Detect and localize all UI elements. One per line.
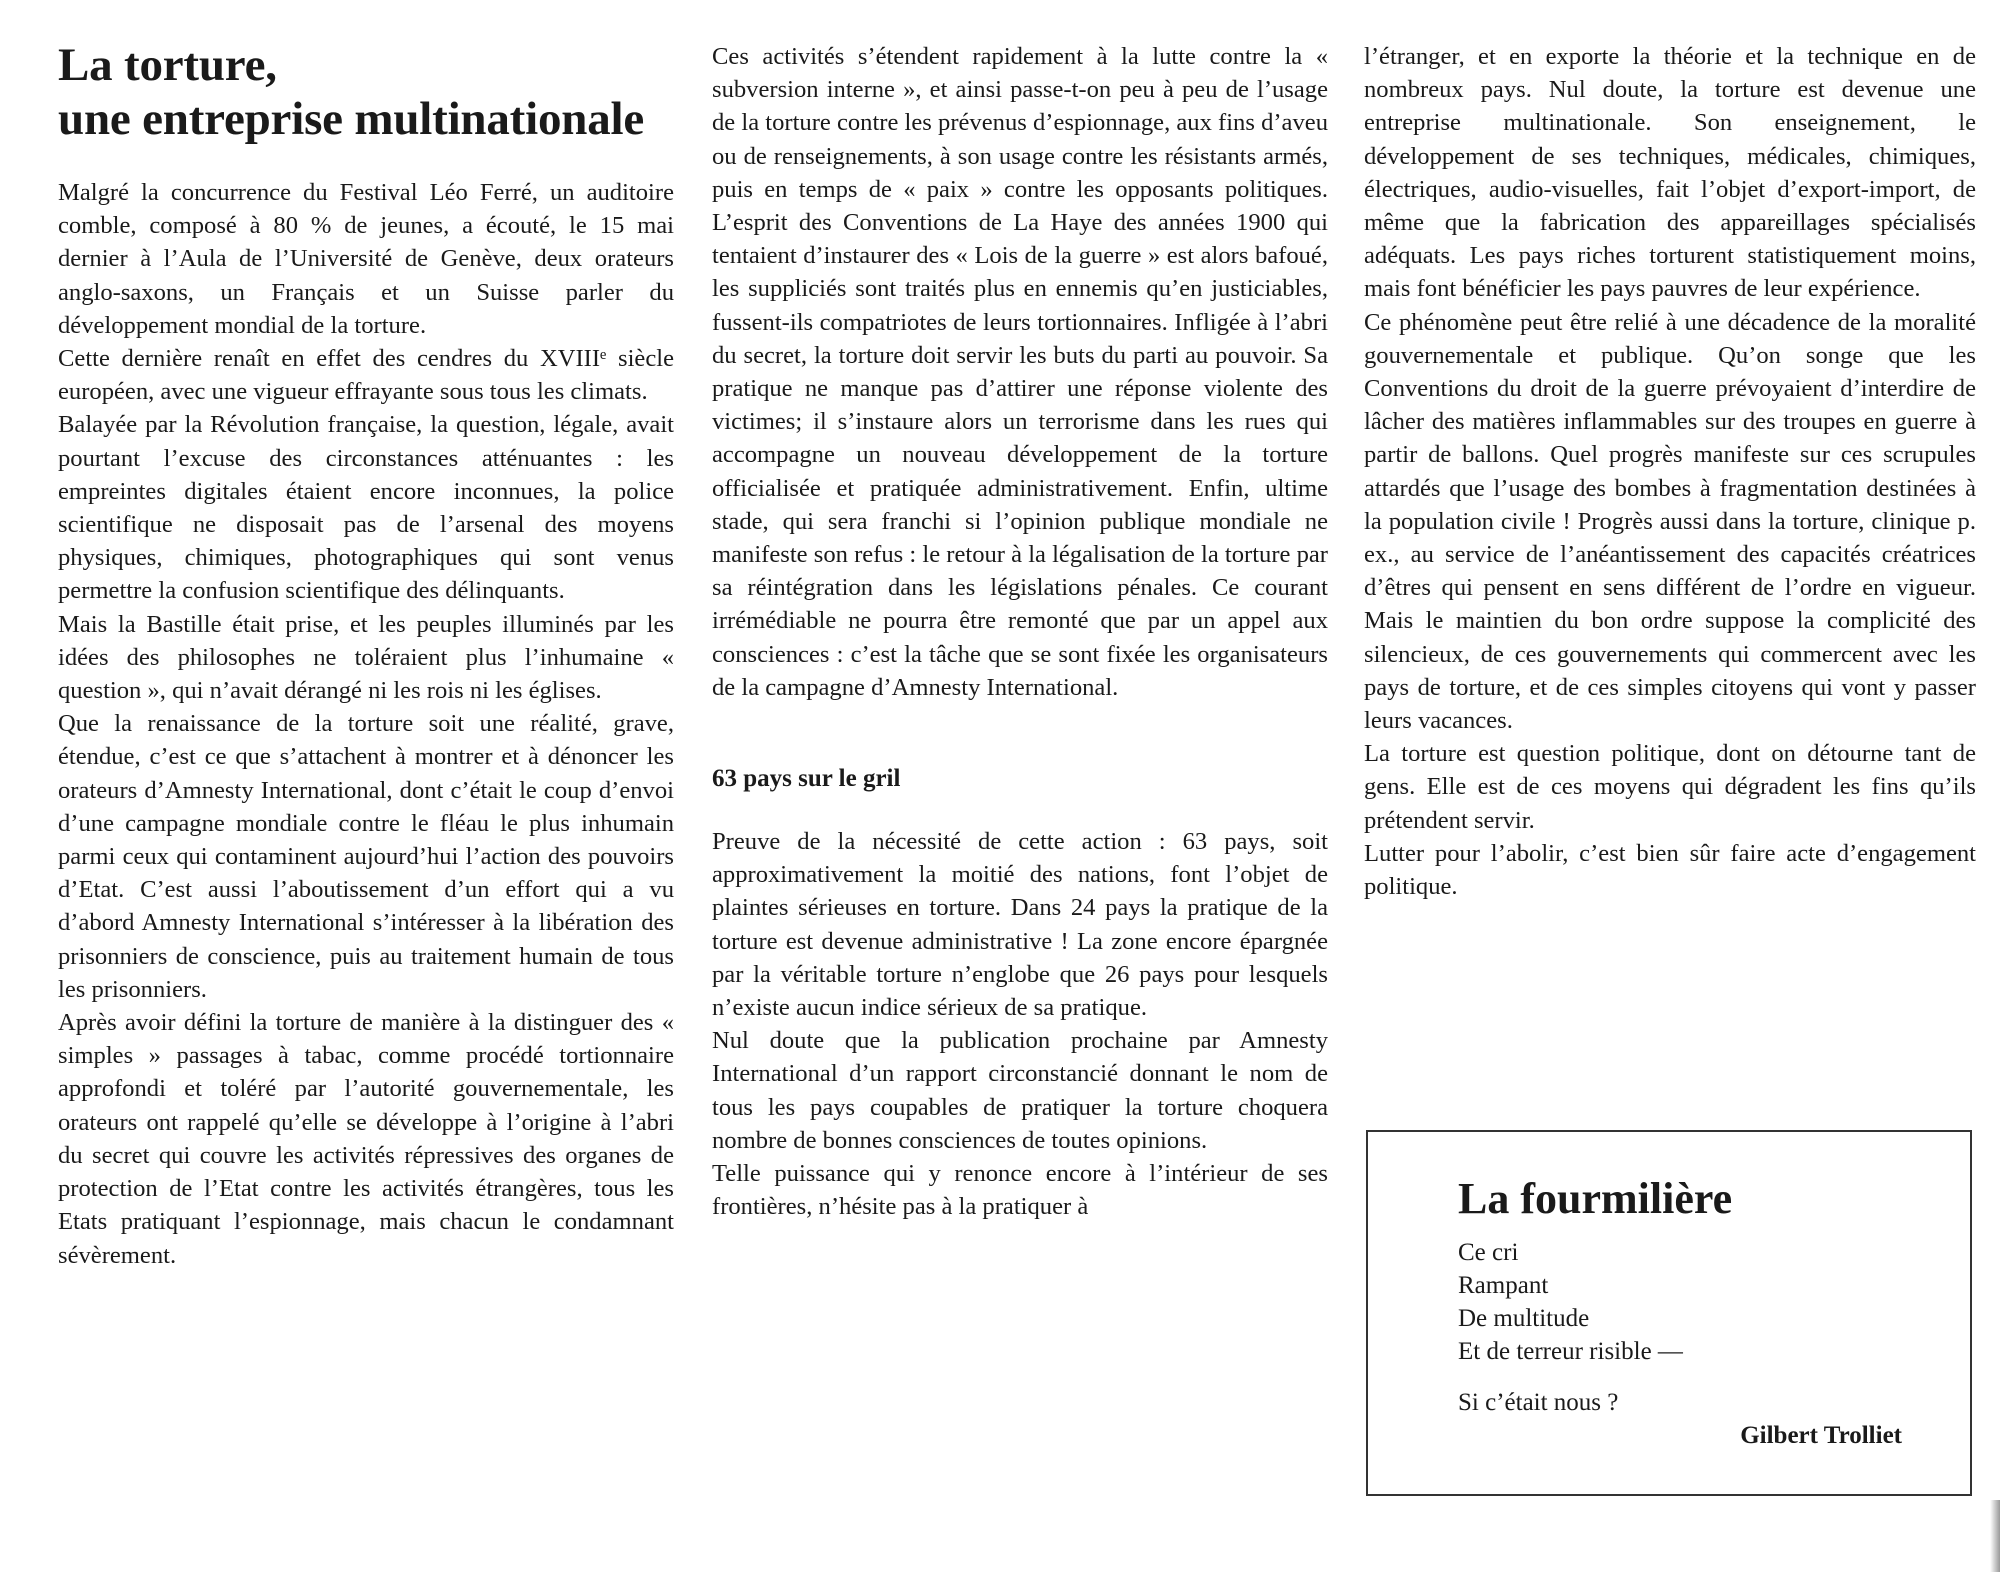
article-column-1 <box>58 38 674 1272</box>
poem-line: Rampant <box>1458 1272 1549 1299</box>
paragraph: Malgré la concurrence du Festival Léo Ferré, un auditoire comble, composé à 80 % de jeunes, a écouté, le 15 mai dernier à l’Aula de l’Université de Genève, deux orateurs anglo-saxons, un Français et un Suisse parler du développement mondial de la torture. <box>58 179 674 339</box>
poem-line: Ce cri <box>1458 1239 1519 1266</box>
headline-line-1: La torture, <box>58 39 277 91</box>
article-column-2 <box>712 40 1328 1224</box>
paragraph: Lutter pour l’abolir, c’est bien sûr faire acte d’engagement politique. <box>1364 839 1976 901</box>
poem-box <box>1366 1130 1972 1496</box>
paragraph: Telle puissance qui y renonce encore à l’intérieur de ses frontières, n’hésite pas à la pratiquer à <box>712 1160 1328 1221</box>
poem-content <box>1458 1172 1908 1452</box>
poem-title: La fourmilière <box>1458 1174 1733 1223</box>
section-subheading: 63 pays sur le gril <box>712 765 901 793</box>
paragraph: Mais la Bastille était prise, et les peuples illuminés par les idées des philosophes ne toléraient plus l’inhumaine « question », qui n’avait dérangé ni les rois ni les églises. <box>58 610 674 705</box>
article-column-3 <box>1364 40 1976 903</box>
paragraph: Balayée par la Révolution française, la question, légale, avait pourtant l’excuse des circonstances atténuantes : les empreintes digitales étaient encore inconnues, la police scientifique ne disposait pas de l’arsenal des moyens physiques, chimiques, photographiques qui sont venus permettre la confusion scientifique des délinquants. <box>58 411 674 605</box>
paragraph: l’étranger, et en exporte la théorie et la technique en de nombreux pays. Nul doute, la torture est devenue une entreprise multinationale. Son enseignement, le développement de ses techniques, médicales, chimiques, électriques, audio-visuelles, fait l’objet d’export-import, de même que la fabrication des appareillages spécialisés adéquats. Les pays riches torturent statistiquement moins, mais font bénéficier les pays pauvres de leur expérience. <box>1364 43 1976 303</box>
page-edge-shadow <box>1990 1500 2000 1572</box>
paragraph: Preuve de la nécessité de cette action : 63 pays, soit approximativement la moitié des nations, font l’objet de plaintes sérieuses en torture. Dans 24 pays la pratique de la torture est devenue administrative ! La zone encore épargnée par la véritable torture n’englobe que 26 pays pour lesquels n’existe aucun indice sérieux de sa pratique. <box>712 828 1328 1022</box>
paragraph: Ces activités s’étendent rapidement à la lutte contre la « subversion interne », et ainsi passe-t-on peu à peu de l’usage de la torture contre les prévenus d’espionnage, aux fins d’aveu ou de renseignements, à son usage contre les résistants armés, puis en temps de « paix » contre les opposants politiques. L’esprit des Conventions de La Haye des années 1900 qui tentaient d’instaurer des « Lois de la guerre » est alors bafoué, les suppliciés sont traités plus en ennemis qu’en justiciables, fussent-ils compatriotes de leurs tortionnaires. Infligée à l’abri du secret, la torture doit servir les buts du parti au pouvoir. Sa pratique ne manque pas d’attirer une réponse violente des victimes; il s’instaure alors un terrorisme dans les rues qui accompagne un nouveau développement de la torture officialisée et pratiquée administrativement. Enfin, ultime stade, qui sera franchi si l’opinion publique mondiale ne manifeste son refus : le retour à la légalisation de la torture par sa réintégration dans les législations pénales. Ce courant irrémédiable ne pourra être remonté que par un appel aux consciences : c’est la tâche que se sont fixée les organisateurs de la campagne d’Amnesty International. <box>712 43 1328 701</box>
paragraph: Nul doute que la publication prochaine par Amnesty International d’un rapport circonstancié donnant le nom de tous les pays coupables de pratiquer la torture choquera nombre de bonnes consciences de toutes opinions. <box>712 1027 1328 1154</box>
paragraph: Que la renaissance de la torture soit une réalité, grave, étendue, c’est ce que s’attachent à montrer et à dénoncer les orateurs d’Amnesty International, dont c’était le coup d’envoi d’une campagne mondiale contre le fléau le plus inhumain parmi ceux qui contaminent aujourd’hui l’action des pouvoirs d’Etat. C’est aussi l’aboutissement d’un effort qui a vu d’abord Amnesty International s’intéresser à la libération des prisonniers de conscience, puis au traitement humain de tous les prisonniers. <box>58 710 674 1003</box>
article-headline <box>58 38 674 146</box>
paragraph: Après avoir défini la torture de manière à la distinguer des « simples » passages à tabac, comme procédé tortionnaire approfondi et toléré par l’autorité gouvernementale, les orateurs ont rappelé qu’elle se développe à l’origine à l’abri du secret qui couvre les activités répressives des organes de protection de l’Etat contre les activités étrangères, tous les Etats pratiquant l’espionnage, mais chacun le condamnant sévèrement. <box>58 1009 674 1269</box>
paragraph: Ce phénomène peut être relié à une décadence de la moralité gouvernementale et publique. Qu’on songe que les Conventions du droit de la guerre prévoyaient d’interdire de lâcher des matières inflammables sur des troupes en guerre à partir de ballons. Quel progrès manifeste sur ces scrupules attardés que l’usage des bombes à fragmentation destinées à la population civile ! Progrès aussi dans la torture, clinique p. ex., au service de l’anéantissement des capacités créatrices d’êtres qui pensent en sens différent de l’ordre en vigueur. Mais le maintien du bon ordre suppose la complicité des silencieux, de ces gouvernements qui commercent avec les pays de torture, et de ces simples citoyens qui vont y passer leurs vacances. <box>1364 308 1976 735</box>
paragraph: Cette dernière renaît en effet des cendres du XVIIIᵉ siècle européen, avec une vigueur effrayante sous tous les climats. <box>58 345 674 406</box>
poem-last-line: Si c’était nous ? <box>1458 1389 1619 1416</box>
poem-line: De multitude <box>1458 1305 1590 1332</box>
paragraph: La torture est question politique, dont on détourne tant de gens. Elle est de ces moyens qui dégradent les fins qu’ils prétendent servir. <box>1364 740 1976 834</box>
poem-author: Gilbert Trolliet <box>1740 1422 1902 1449</box>
poem-line: Et de terreur risible — <box>1458 1338 1683 1365</box>
headline-line-2: une entreprise multinationale <box>58 93 645 145</box>
